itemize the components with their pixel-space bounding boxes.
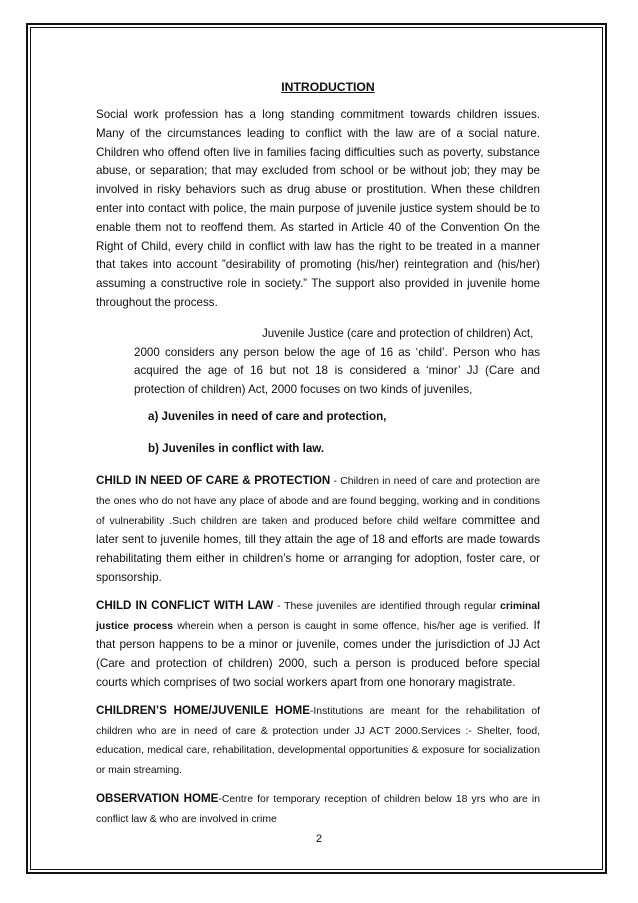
page-title: INTRODUCTION bbox=[281, 80, 375, 94]
list-item: b) Juveniles in conflict with law. bbox=[148, 441, 325, 455]
section-separator: - bbox=[273, 600, 285, 612]
intro-paragraph: Social work profession has a long standing commitment towards children issues. Many of the circumstances leading to conflict with the law are of a social nature. Children who offend often live in families facing difficulties such as poverty, substance abuse, or separation; that may excluded from school or be without job; they may be involved in risky behaviors such as drug abuse or prostitution. When these children enter into contact with police, the main purpose of juvenile justice system should be to enable them not to reoffend them. As started in Article 40 of the Convention On the Right of Child, every child in conflict with law has the right to be treated in a manner that takes into account ”desirability of promoting (his/her) reintegration and (his/her) assuming a constructive role in society.” The support also provided in juvenile home throughout the process. bbox=[96, 108, 540, 309]
section-text: If that person happens to be a minor or juvenile, comes under the jurisdiction of JJ Act (Care and protection of children) 2000, such a person is produced before special courts which comprises of two social workers apart from one honorary magistrate. bbox=[96, 618, 540, 689]
section-childrens-home bbox=[96, 702, 540, 781]
section-small-text: wherein when a person is caught in some offence, his/her age is verified. bbox=[173, 620, 529, 632]
section-small-text: -Centre for temporary reception of children below 18 yrs who are in conflict law & who are involved in crime bbox=[96, 793, 540, 825]
section-small-text: -Institutions are meant for the rehabilitation of children who are in need of care & protection under JJ ACT 2000.Services :- Shelter, food, education, medical care, rehabilitation, developmental opportunities & exposure for socialization or main streaming. bbox=[96, 705, 540, 777]
section-bold-term: criminal justice process bbox=[96, 600, 540, 632]
section-small-text: These juveniles are identified through regular bbox=[284, 600, 501, 612]
section-heading: CHILD IN NEED OF CARE & PROTECTION bbox=[96, 473, 331, 487]
section-small-text: Children in need of care and protection are the ones who do not have any place of abode and are found begging, working and in conditions of vulnerability .Such children are taken and produced before child welfare bbox=[96, 475, 541, 527]
jj-act-line1: Juvenile Justice (care and protection of children) Act, bbox=[262, 326, 534, 340]
section-heading: CHILD IN CONFLICT WITH LAW bbox=[96, 598, 274, 612]
juvenile-kinds-list bbox=[148, 408, 540, 458]
section-care-protection bbox=[96, 472, 540, 588]
jj-act-rest: 2000 considers any person below the age of 16 as ‘child’. Person who has acquired the age of 16 but not 18 is considered a ‘minor’ JJ (Care and protection of children) Act, 2000 focuses on two kinds of juveniles, bbox=[134, 345, 540, 397]
section-observation-home bbox=[96, 790, 540, 830]
section-heading: OBSERVATION HOME bbox=[96, 791, 219, 805]
list-item: a) Juveniles in need of care and protection, bbox=[148, 409, 387, 423]
page-number: 2 bbox=[315, 833, 323, 845]
document-page bbox=[96, 78, 540, 839]
section-separator: - bbox=[330, 475, 341, 487]
section-text: committee and later sent to juvenile homes, till they attain the age of 18 and efforts are made towards rehabilitating them either in children’s home or arranging for adoption, foster care, or sponsorship. bbox=[96, 513, 540, 584]
section-conflict-with-law bbox=[96, 597, 540, 693]
jj-act-paragraph bbox=[134, 325, 540, 400]
section-heading: CHILDREN’S HOME/JUVENILE HOME bbox=[96, 703, 310, 717]
